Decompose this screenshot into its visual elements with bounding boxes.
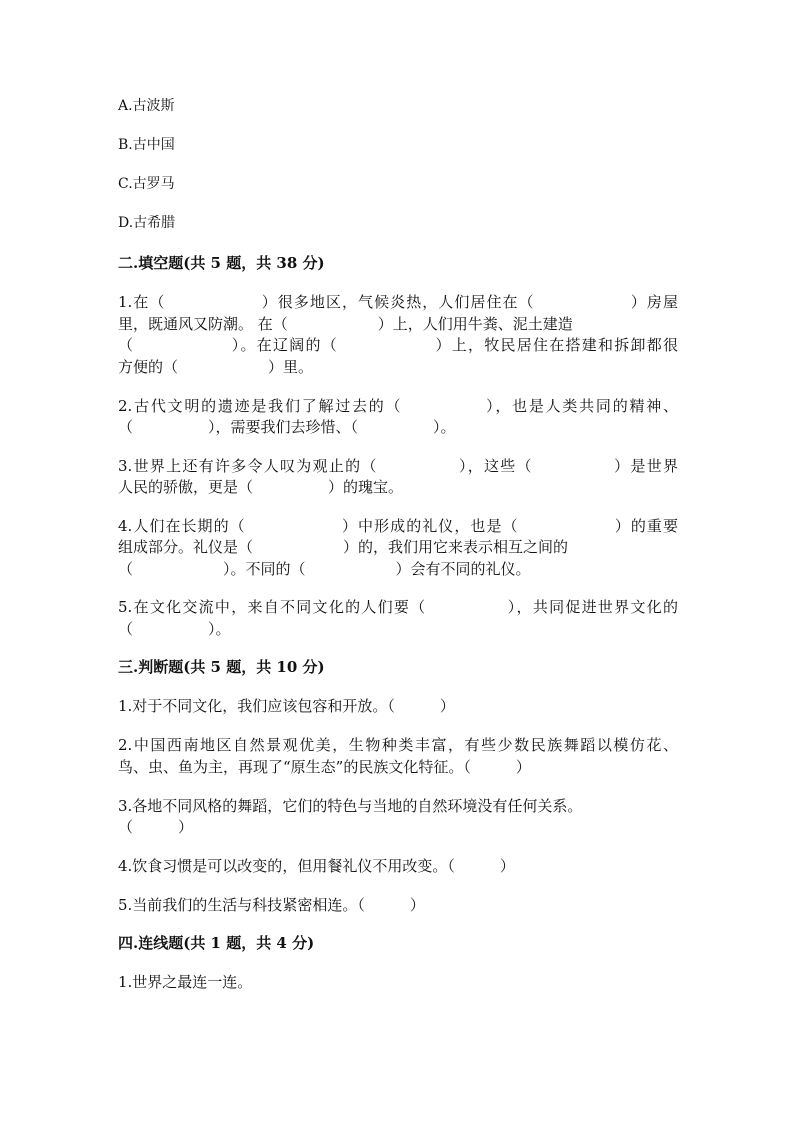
fill-q2-line1: 2.古代文明的遗迹是我们了解过去的（ ），也是人类共同的精神、 [118,397,678,415]
fill-q5-line1: 5.在文化交流中，来自不同文化的人们要（ ），共同促进世界文化的 [118,598,678,616]
tf-q3-line2: （ ） [118,818,194,836]
tf-q2-line1: 2.中国西南地区自然景观优美，生物种类丰富，有些少数民族舞蹈以模仿花、 [118,736,678,754]
option-a: A.古波斯 [118,98,175,114]
fill-q4-line2: 组成部分。礼仪是（ ）的，我们用它来表示相互之间的 [118,538,569,556]
tf-q4-line1: 4.饮食习惯是可以改变的，但用餐礼仪不用改变。（ ） [118,857,515,875]
tf-q1-line1: 1.对于不同文化，我们应该包容和开放。（ ） [118,697,455,715]
fill-q1-line1: 1.在（ ）很多地区，气候炎热，人们居住在（ ）房屋 [118,293,678,311]
option-b: B.古中国 [118,137,175,153]
fill-q2-line2: （ ），需要我们去珍惜、（ ）。 [118,418,456,436]
fill-q1-line3: （ ）。在辽阔的（ ）上，牧民居住在搭建和拆卸都很 [118,336,678,354]
fill-q5-line2: （ ）。 [118,620,231,638]
option-c: C.古罗马 [118,176,175,192]
section-heading-true-false: 三.判断题(共 5 题，共 10 分) [118,658,325,676]
match-q1-line1: 1.世界之最连一连。 [118,973,253,991]
section-heading-fill-in: 二.填空题(共 5 题，共 38 分) [118,254,325,272]
fill-q1-line4: 方便的（ ）里。 [118,358,314,376]
fill-q4-line1: 4.人们在长期的（ ）中形成的礼仪，也是（ ）的重要 [118,517,678,535]
tf-q2-line2: 鸟、虫、鱼为主，再现了“原生态”的民族文化特征。（ ） [118,758,531,776]
fill-q1-line2: 里，既通风又防潮。 在（ ）上，人们用牛粪、泥土建造 [118,315,573,333]
section-heading-matching: 四.连线题(共 1 题，共 4 分) [118,934,315,952]
tf-q3-line1: 3.各地不同风格的舞蹈，它们的特色与当地的自然环境没有任何关系。 [118,797,583,815]
tf-q5-line1: 5.当前我们的生活与科技紧密相连。（ ） [118,896,425,914]
fill-q4-line3: （ ）。不同的（ ）会有不同的礼仪。 [118,560,531,578]
fill-q3-line1: 3.世界上还有许多令人叹为观止的（ ），这些（ ）是世界 [118,457,678,475]
fill-q3-line2: 人民的骄傲，更是（ ）的瑰宝。 [118,478,404,496]
option-d: D.古希腊 [118,215,176,231]
